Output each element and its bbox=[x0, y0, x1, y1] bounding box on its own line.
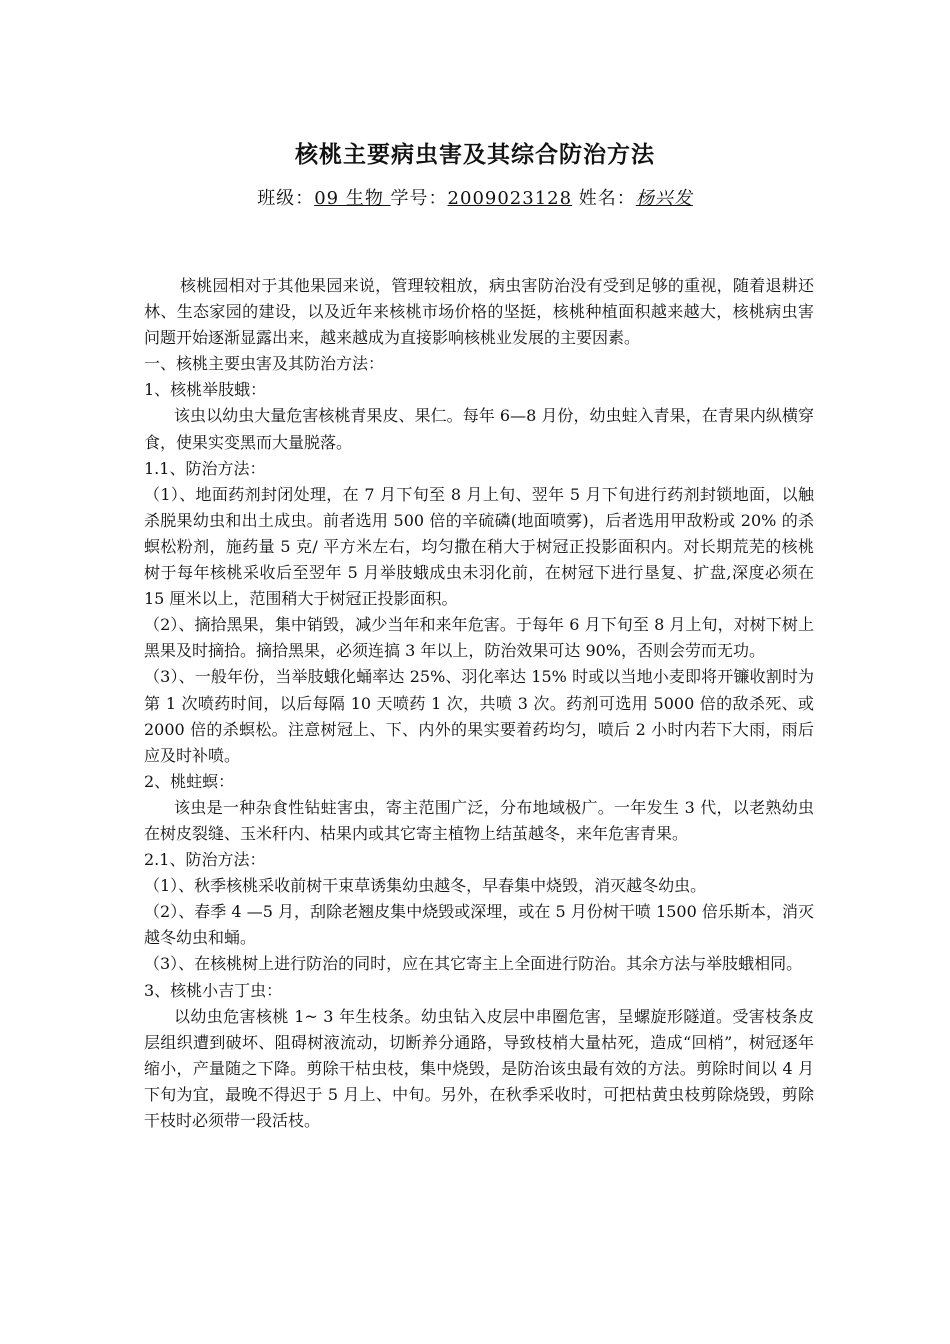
jewel-beetle-description: 以幼虫危害核桃 1~ 3 年生枝条。幼虫钻入皮层中串圈危害，呈螺旋形隧道。受害枝条皮层组织遭到破坏、阻碍树液流动，切断养分通路，导致枝梢大量枯死，造成“回梢”，树冠逐年缩小，产量随之下降。剪除干枯虫枝，集中烧毁，是防治该虫最有效的方法。剪除时间以 4 月下旬为宜，最晚不得迟于 5 月上、中旬。另外，在秋季采收时，可把枯黄虫枝剪除烧毁，剪除干枝时必须带一段活枝。 bbox=[144, 1006, 814, 1130]
walnut-moth-description: 该虫以幼虫大量危害核桃青果皮、果仁。每年 6—8 月份，幼虫蛀入青果，在青果内纵横穿食，使果实变黑而大量脱落。 bbox=[144, 406, 814, 452]
subheading-control-1-1: 1.1、防治方法： bbox=[144, 458, 266, 478]
control-item-2-1-2: （2）、春季 4 —5 月，刮除老翘皮集中烧毁或深埋，或在 5 月份树干喷 1500 倍乐斯本，消灭越冬幼虫和蛹。 bbox=[144, 902, 814, 948]
student-id-value: 2009023128 bbox=[447, 188, 573, 209]
section-heading-pests: 一、核桃主要虫害及其防治方法： bbox=[144, 354, 385, 374]
subheading-peach-borer: 2、桃蛀螟： bbox=[144, 771, 235, 791]
class-label: 班级： bbox=[257, 188, 315, 209]
control-item-1-1-1: （1）、地面药剂封闭处理，在 7 月下旬至 8 月上旬、翌年 5 月下旬进行药剂封锁地面，以触杀脱果幼虫和出土成虫。前者选用 500 倍的辛硫磷(地面喷雾)，后者选用甲敌粉或 20% 的杀螟松粉剂，施药量 5 克/ 平方米左右，均匀撒在稍大于树冠正投影面积内。对长期荒芜的核桃树于每年核桃采收后至翌年 5 月举肢蛾成虫未羽化前，在树冠下进行垦复、扩盘,深度必须在 15 厘米以上，范围稍大于树冠正投影面积。 bbox=[144, 484, 814, 609]
subheading-walnut-moth: 1、核桃举肢蛾： bbox=[144, 380, 267, 400]
subheading-jewel-beetle: 3、核桃小吉丁虫： bbox=[144, 980, 283, 1000]
student-id-label: 学号： bbox=[390, 188, 448, 209]
control-item-2-1-3: （3）、在核桃树上进行防治的同时，应在其它寄主上全面进行防治。其余方法与举肢蛾相同。 bbox=[144, 954, 803, 974]
class-value: 09 生物 bbox=[314, 188, 391, 209]
document-body bbox=[144, 273, 814, 1134]
author-info-line bbox=[0, 184, 950, 210]
control-item-1-1-2: （2）、摘拾黑果，集中销毁，减少当年和来年危害。于每年 6 月下旬至 8 月上旬，对树下树上黑果及时摘拾。摘拾黑果，必须连搞 3 年以上，防治效果可达 90%，否则会劳而无功。 bbox=[144, 615, 814, 661]
subheading-control-2-1: 2.1、防治方法： bbox=[144, 850, 266, 870]
student-name-value: 杨兴发 bbox=[635, 188, 693, 209]
document-title: 核桃主要病虫害及其综合防治方法 bbox=[295, 141, 655, 168]
student-name-label: 姓名： bbox=[572, 188, 636, 209]
intro-paragraph: 核桃园相对于其他果园来说，管理较粗放，病虫害防治没有受到足够的重视，随着退耕还林、生态家园的建设，以及近年来核桃市场价格的坚挺，核桃种植面积越来越大，核桃病虫害问题开始逐渐显露出来，越来越成为直接影响核桃业发展的主要因素。 bbox=[144, 276, 814, 348]
control-item-2-1-1: （1）、秋季核桃采收前树干束草诱集幼虫越冬，早春集中烧毁，消灭越冬幼虫。 bbox=[144, 876, 707, 896]
peach-borer-description: 该虫是一种杂食性钻蛀害虫，寄主范围广泛，分布地域极广。一年发生 3 代，以老熟幼虫在树皮裂缝、玉米秆内、枯果内或其它寄主植物上结茧越冬，来年危害青果。 bbox=[144, 797, 814, 843]
control-item-1-1-3: （3）、一般年份，当举肢蛾化蛹率达 25%、羽化率达 15% 时或以当地小麦即将开镰收割时为第 1 次喷药时间，以后每隔 10 天喷药 1 次，共喷 3 次。药剂可选用 5000 倍的敌杀死、或 2000 倍的杀螟松。注意树冠上、下、内外的果实要着药均匀，喷后 2 小时内若下大雨，雨后应及时补喷。 bbox=[144, 667, 814, 765]
